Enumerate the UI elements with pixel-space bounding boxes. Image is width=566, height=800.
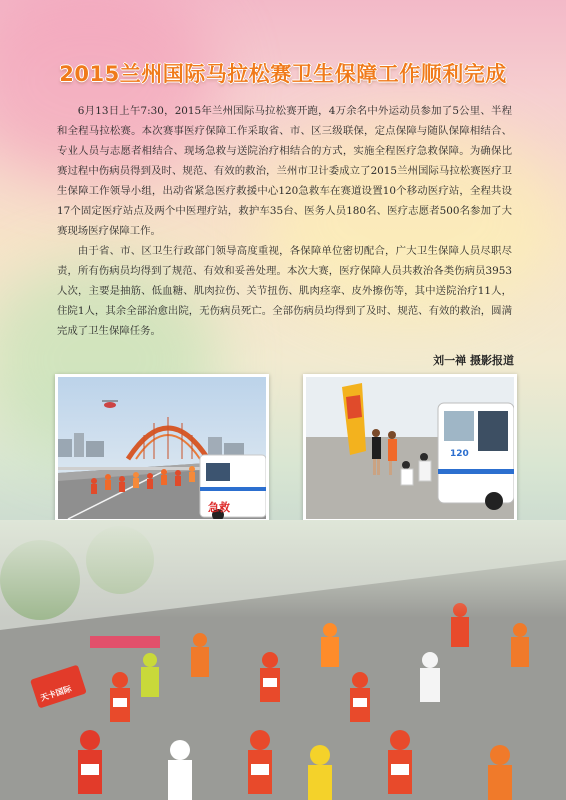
article-paragraph-1: 6月13日上午7:30，2015年兰州国际马拉松赛开跑，4万余名中外运动员参加了5公里、半程和全程马拉松赛。本次赛事医疗保障工作采取省、市、区三级联保，定点保障与随队保障相结合、专业人员与志愿者相结合、现场急救与送院治疗相结合的方式，实施全程医疗急救保障。为确保比赛过程中伤病员得到及时、规范、有效的救治，兰州市卫计委成立了2015兰州国际马拉松赛医疗卫生保障工作领导小组，出动省紧急医疗救援中心120急救车在赛道设置10个移动医疗站，全程共设17个固定医疗站点及两个中医理疗站，救护车35台、医务人员180名、医疗志愿者500名参加了大赛现场医疗保障工作。 [57,105,512,237]
photo-medical-station-image [306,377,514,519]
ambulance-label-left: 急救 [208,501,230,514]
photo-runners-bridge-image [58,377,266,519]
photo-runners-bridge [55,374,269,522]
photo-marathon-crowd-image [0,520,566,800]
article-body [57,101,512,341]
photo-medical-station [303,374,517,522]
roadside-banner-text: 天卡国际 [39,684,73,703]
photo-marathon-crowd [0,520,566,800]
page-title: 2015兰州国际马拉松赛卫生保障工作顺利完成 [59,62,507,86]
ambulance-label-right: 120 [450,449,469,459]
article-paragraph-2: 由于省、市、区卫生行政部门领导高度重视，各保障单位密切配合，广大卫生保障人员尽职尽责，所有伤病员均得到了规范、有效和妥善处理。本次大赛，医疗保障人员共救治各类伤病员3953人次，主要是抽筋、低血糖、肌肉拉伤、关节扭伤、肌肉痉挛、皮外擦伤等，其中送院治疗11人，住院1人，其余全部治愈出院，无伤病员死亡。全部伤病员均得到了及时、规范、有效的救治，圆满完成了卫生保障任务。 [57,245,512,337]
photo-byline: 刘一禅 摄影报道 [433,354,514,367]
